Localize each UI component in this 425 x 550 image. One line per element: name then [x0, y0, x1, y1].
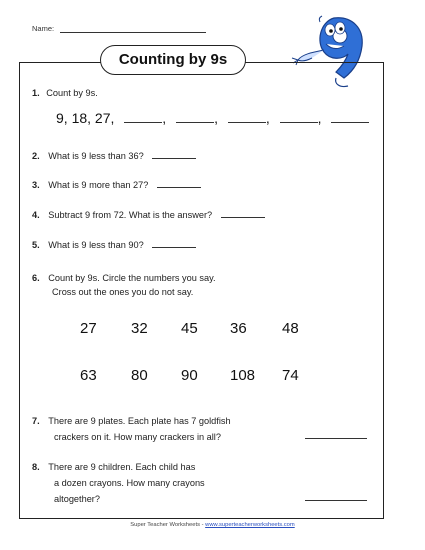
- question-5-answer[interactable]: [152, 246, 196, 248]
- question-4: [32, 210, 265, 220]
- question-7-line-1: There are 9 plates. Each plate has 7 goldfish: [48, 416, 231, 426]
- question-3-answer[interactable]: [157, 186, 201, 188]
- answer-blank-1[interactable]: [124, 121, 162, 123]
- question-6-line-2: Cross out the ones you do not say.: [52, 287, 194, 297]
- circle-number-option[interactable]: 32: [131, 320, 148, 337]
- question-6: [32, 271, 216, 299]
- question-5-number: 5.: [32, 240, 40, 250]
- circle-number-option[interactable]: 108: [230, 367, 256, 384]
- question-4-number: 4.: [32, 210, 40, 220]
- question-2-number: 2.: [32, 151, 40, 161]
- sequence-start: 9, 18, 27,: [56, 110, 115, 126]
- question-3-number: 3.: [32, 180, 40, 190]
- circle-number-option[interactable]: 74: [282, 367, 299, 384]
- question-7: [32, 413, 231, 445]
- question-2-answer[interactable]: [152, 157, 196, 159]
- question-3: [32, 180, 201, 190]
- question-7-number: 7.: [32, 416, 40, 426]
- question-2-text: What is 9 less than 36?: [48, 151, 144, 161]
- worksheet-title: Counting by 9s: [100, 45, 246, 75]
- question-4-text: Subtract 9 from 72. What is the answer?: [48, 210, 213, 220]
- question-2: [32, 151, 196, 161]
- question-1-text: Count by 9s.: [46, 88, 98, 98]
- question-1-number: 1.: [32, 88, 40, 98]
- name-label: Name:: [32, 24, 55, 33]
- question-1: [32, 88, 98, 98]
- question-5-text: What is 9 less than 90?: [48, 240, 144, 250]
- answer-blank-3[interactable]: [228, 121, 266, 123]
- sequence-comma: ,: [214, 110, 218, 126]
- question-7-answer[interactable]: [305, 437, 367, 439]
- footer: [0, 522, 425, 528]
- circle-number-option[interactable]: 63: [80, 367, 97, 384]
- question-8-line-2: a dozen crayons. How many crayons: [54, 478, 205, 488]
- sequence-comma: ,: [162, 110, 167, 126]
- sequence-comma: ,: [317, 110, 322, 126]
- answer-blank-2[interactable]: [176, 121, 214, 123]
- circle-number-option[interactable]: 36: [230, 320, 247, 337]
- sequence-comma: ,: [265, 110, 270, 126]
- circle-number-option[interactable]: 48: [282, 320, 299, 337]
- question-5: [32, 240, 196, 250]
- question-4-answer[interactable]: [221, 216, 265, 218]
- question-8-answer[interactable]: [305, 499, 367, 501]
- question-7-line-2: crackers on it. How many crackers in all?: [54, 432, 221, 442]
- question-8: [32, 459, 205, 507]
- question-8-line-1: There are 9 children. Each child has: [48, 462, 196, 472]
- count-by-9s-sequence: [56, 110, 369, 126]
- question-3-text: What is 9 more than 27?: [48, 180, 149, 190]
- circle-number-option[interactable]: 90: [181, 367, 198, 384]
- name-field[interactable]: [60, 32, 206, 33]
- answer-blank-4[interactable]: [280, 121, 318, 123]
- footer-dash: -: [199, 522, 206, 528]
- answer-blank-5[interactable]: [331, 121, 369, 123]
- footer-brand: Super Teacher Worksheets: [130, 522, 200, 528]
- question-6-line-1: Count by 9s. Circle the numbers you say.: [48, 273, 216, 283]
- question-8-line-3: altogether?: [54, 494, 100, 504]
- circle-number-option[interactable]: 27: [80, 320, 97, 337]
- question-6-number: 6.: [32, 273, 40, 283]
- question-8-number: 8.: [32, 462, 40, 472]
- circle-number-option[interactable]: 45: [181, 320, 198, 337]
- circle-number-option[interactable]: 80: [131, 367, 148, 384]
- footer-link[interactable]: www.superteacherworksheets.com: [205, 522, 295, 528]
